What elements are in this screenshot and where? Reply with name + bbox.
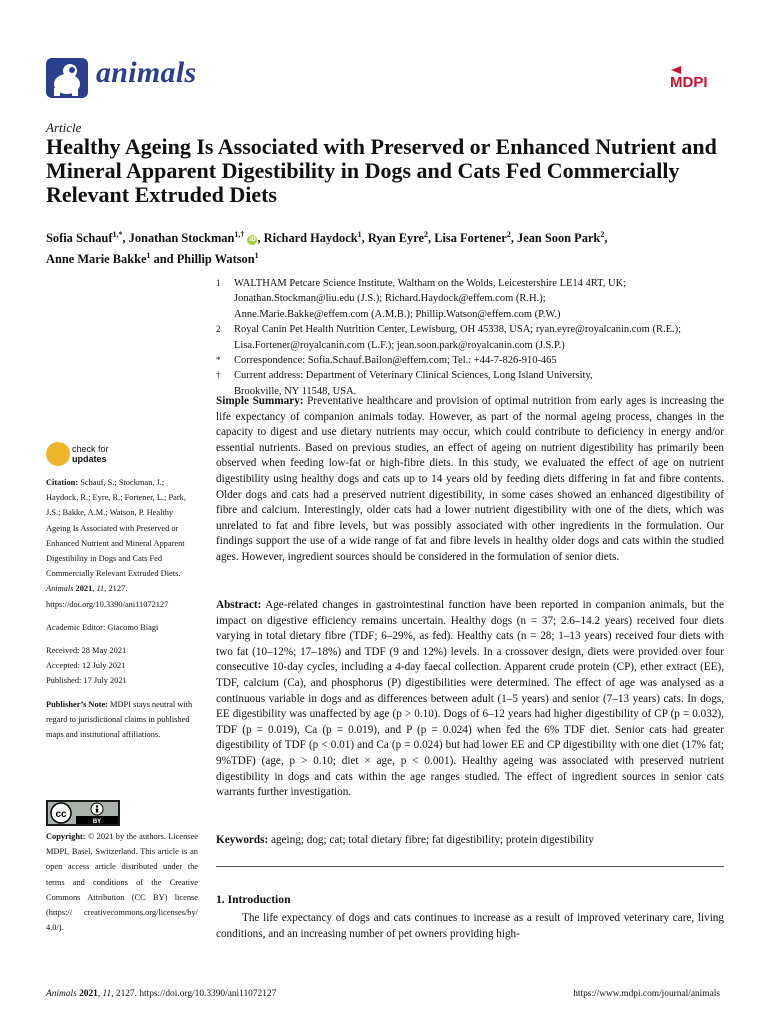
author-separator: and — [150, 252, 177, 267]
introduction-text: The life expectancy of dogs and cats continues to increase as a result of improved veterinary care, living conditions, and an increasing number of pet owners providing high- — [216, 912, 724, 940]
academic-editor: Academic Editor: Giacomo Biagi — [46, 622, 159, 632]
article-title: Healthy Ageing Is Associated with Preserved or Enhanced Nutrient and Mineral Apparent Digestibility in Dogs and Cats Fed Commercially Relevant Extruded Diets — [46, 134, 717, 207]
author-name: Jonathan Stockman — [128, 231, 235, 246]
check-updates-icon — [46, 442, 70, 466]
svg-text:cc: cc — [55, 809, 67, 820]
author-separator: , — [604, 231, 608, 246]
footer-volume: 11 — [102, 989, 112, 999]
citation-doi-link[interactable]: , 2127. https://doi.org/10.3390/ani11072127 — [46, 584, 169, 609]
author-affiliation-sup: 1 — [357, 230, 362, 239]
author-name: Lisa Fortener — [434, 231, 507, 246]
author-affiliation-sup: 2 — [600, 230, 605, 239]
affiliation-mark: 2 — [216, 324, 221, 335]
journal-name: animals — [96, 56, 197, 89]
introduction-heading: 1. Introduction — [216, 893, 291, 906]
sidebar-info — [46, 475, 196, 750]
mdpi-logo — [668, 66, 724, 90]
abstract — [216, 598, 724, 801]
check-updates-line2: updates — [72, 454, 107, 464]
citation-journal: Animals — [46, 584, 74, 594]
publishers-note-label: Publisher’s Note: — [46, 699, 108, 709]
author-name: Sofia Schauf — [46, 231, 113, 246]
abstract-text: Age-related changes in gastrointestinal function have been reported in companion animals, but the impact on digestive efficiency remains uncertain. Healthy dogs (n = 37; 2.6–14.2 years) received four diets varying in total dietary fibre (TDF; 6–29%, as fed). Healthy cats (n = 28; 1–13 years) received four diets with two fat (10–12%; 17–18%) and TDF (9 and 12%) levels. In a crossover design, diets were provided over four consecutive 10-day cycles, including a 4-day faecal collection. Apparent crude protein (CP), ether extract (EE), TDF, calcium (Ca), and phosphorus (P) digestibilities were determined. The effect of age was analysed as a continuous variable in dogs and as differences between adult (1–5 years) and senior (7–13 years) cats. In dogs, EE digestibility was unaffected by age (p > 0.10). Dogs of 6–12 years had higher digestibility of CP (p = 0.032), TDF (p = 0.019), Ca (p = 0.019), and P (p = 0.024) when fed the 6% TDF diet. Senior cats had greater digestibility of TDF (p < 0.01) and Ca (p = 0.024) but had lower EE and CP digestibility with one diet (17% fat; 9%TDF) (age, p > 0.10; diet × age, p < 0.001). Healthy ageing was associated with preserved nutrient digestibility in dogs and cats within the age ranges studied. The effect of ingredient sources in senior cats warrants further investigation. — [216, 599, 724, 799]
affiliation-line: Correspondence: Sofia.Schauf.Bailon@effem.com; Tel.: +44-7-826-910-465 — [234, 355, 557, 367]
affiliation-line: Royal Canin Pet Health Nutrition Center, Lewisburg, OH 45338, USA; ryan.eyre@royalcanin.com (R.E.); — [234, 324, 682, 336]
journal-logo-icon — [46, 58, 88, 98]
accepted-date: Accepted: 12 July 2021 — [46, 661, 126, 671]
author-name: Ryan Eyre — [367, 231, 424, 246]
affiliation-line: Current address: Department of Veterinary Clinical Sciences, Long Island University, — [234, 370, 593, 382]
affiliation-line: Brookville, NY 11548, USA. — [234, 385, 357, 397]
keywords-text: ageing; dog; cat; total dietary fibre; fat digestibility; protein digestibility — [271, 834, 594, 846]
footer-citation: Animals 2021, 11, 2127. https://doi.org/10.3390/ani11072127 — [46, 989, 277, 999]
abstract-label: Abstract: — [216, 599, 262, 611]
svg-text:BY: BY — [92, 819, 102, 825]
affiliation-line: Lisa.Fortener@royalcanin.com (L.F.); jean.soon.park@royalcanin.com (J.S.P.) — [234, 339, 565, 351]
author-affiliation-sup: 1,† — [234, 230, 245, 239]
author-affiliation-sup: 1 — [146, 251, 151, 261]
author-name: Richard Haydock — [263, 231, 358, 246]
author-separator: , — [510, 231, 518, 246]
check-updates-line1: check for — [72, 444, 109, 454]
publishers-note-text: MDPI stays neutral with regard to jurisdictional claims in published maps and institutional affiliations. — [46, 699, 193, 740]
article-type-label: Article — [46, 120, 82, 135]
affiliation-line: Jonathan.Stockman@liu.edu (J.S.); Richard.Haydock@effem.com (R.H.); — [234, 293, 546, 305]
author-separator: , — [122, 231, 129, 246]
affiliation-mark: 1 — [216, 278, 221, 288]
citation-volume: 11 — [96, 584, 105, 594]
author-separator: , — [428, 231, 435, 246]
keywords — [216, 833, 724, 849]
author-name: Phillip Watson — [176, 252, 255, 267]
simple-summary — [216, 394, 724, 566]
affiliation-item — [216, 353, 736, 368]
affiliation-mark: † — [216, 370, 221, 381]
citation-year: 2021 — [75, 584, 93, 594]
author-affiliation-sup: 1,* — [112, 230, 123, 239]
affiliation-item — [216, 276, 736, 322]
copyright-text: © 2021 by the authors. Licensee MDPI, Basel, Switzerland. This article is an open access article distributed under the terms and conditions of the Creative Commons Attribution (CC BY) license (https:// creativecommons.org/licenses/by/ 4.0/). — [46, 832, 198, 933]
citation-text: Schauf, S.; Stockman, J.; Haydock, R.; Eyre, R.; Fortener, L.; Park, J.S.; Bakke, A.M.; Watson, P. Healthy Ageing Is Associated with Preserved or Enhanced Nutrient and Mineral Apparent Digestibility in Dogs and Cats Fed Commercially Relevant Extruded Diets. — [46, 478, 186, 579]
check-for-updates-button[interactable] — [46, 442, 146, 468]
published-date: Published: 17 July 2021 — [46, 676, 127, 686]
affiliation-line: WALTHAM Petcare Science Institute, Waltham on the Wolds, Leicestershire LE14 4RT, UK; — [234, 278, 627, 289]
simple-summary-label: Simple Summary: — [216, 395, 304, 407]
footer-doi-link[interactable]: , 2127. https://doi.org/10.3390/ani11072127 — [111, 989, 277, 999]
copyright-notice — [46, 829, 198, 935]
author-separator: , — [257, 231, 264, 246]
svg-text:MDPI: MDPI — [670, 74, 708, 90]
author-list — [46, 226, 736, 268]
publishers-note — [46, 697, 196, 743]
author-name: Jean Soon Park — [517, 231, 601, 246]
affiliation-mark: * — [216, 355, 221, 366]
orcid-icon[interactable]: iD — [248, 236, 256, 244]
footer-journal-url[interactable]: https://www.mdpi.com/journal/animals — [573, 989, 720, 999]
copyright-label: Copyright: — [46, 832, 86, 841]
section-divider — [216, 866, 724, 867]
author-affiliation-sup: 1 — [254, 251, 259, 261]
cc-by-license-icon[interactable] — [46, 800, 120, 826]
affiliation-line: Anne.Marie.Bakke@effem.com (A.M.B.); Phillip.Watson@effem.com (P.W.) — [234, 308, 561, 320]
author-affiliation-sup: 2 — [424, 230, 428, 239]
footer-journal: Animals — [46, 989, 77, 999]
keywords-label: Keywords: — [216, 834, 269, 846]
footer-year: 2021 — [79, 989, 98, 999]
author-affiliation-sup: 2 — [506, 230, 511, 239]
received-date: Received: 28 May 2021 — [46, 646, 127, 656]
simple-summary-text: Preventative healthcare and provision of optimal nutrition from early ages is increasing the life expectancy of companion animals today. However, as part of the normal ageing process, changes in the capacity to digest and use dietary nutrients may occur, which could contribute to deficiency in energy and/or essential nutrients. Based on previous studies, an effect of ageing on nutrient digestibility has primarily been observed when feeding low-fat or high-fibre diets. In this study, we evaluated the effect of age on nutrient digestibility using healthy dogs and cats up to 14 years old by feeding diets differing in fat and fibre contents. Older dogs and cats had a preserved nutrient digestibility, in some cases showed an enhanced digestibility of fibre and calcium. Interestingly, older cats had a lower nutrient digestibility with one of the diets, which was unrelated to fat and fibre levels, but was possibly associated with other ingredients in the formulation. Our findings support the use of a wide range of fat and fibre levels in healthy older dogs and cats within the studied ages. However, ingredient sources should be considered in the formulation of senior diets. — [216, 395, 724, 563]
author-name: Anne Marie Bakke — [46, 252, 147, 267]
citation-label: Citation: — [46, 478, 79, 487]
author-separator: , — [361, 231, 368, 246]
affiliation-item — [216, 322, 736, 353]
citation-block: Citation: Schauf, S.; Stockman, J.; Haydock, R.; Eyre, R.; Fortener, L.; Park, J.S.; Bakke, A.M.; Watson, P. Healthy Ageing Is Associated with Preserved or Enhanced Nutrient and Mineral Apparent Digestibility in Dogs and Cats Fed Commercially Relevant Extruded Diets. Animals 2021, 11, 2127. https://doi.org/10.3390/ani11072127 — [46, 478, 186, 609]
affiliations — [216, 276, 736, 399]
